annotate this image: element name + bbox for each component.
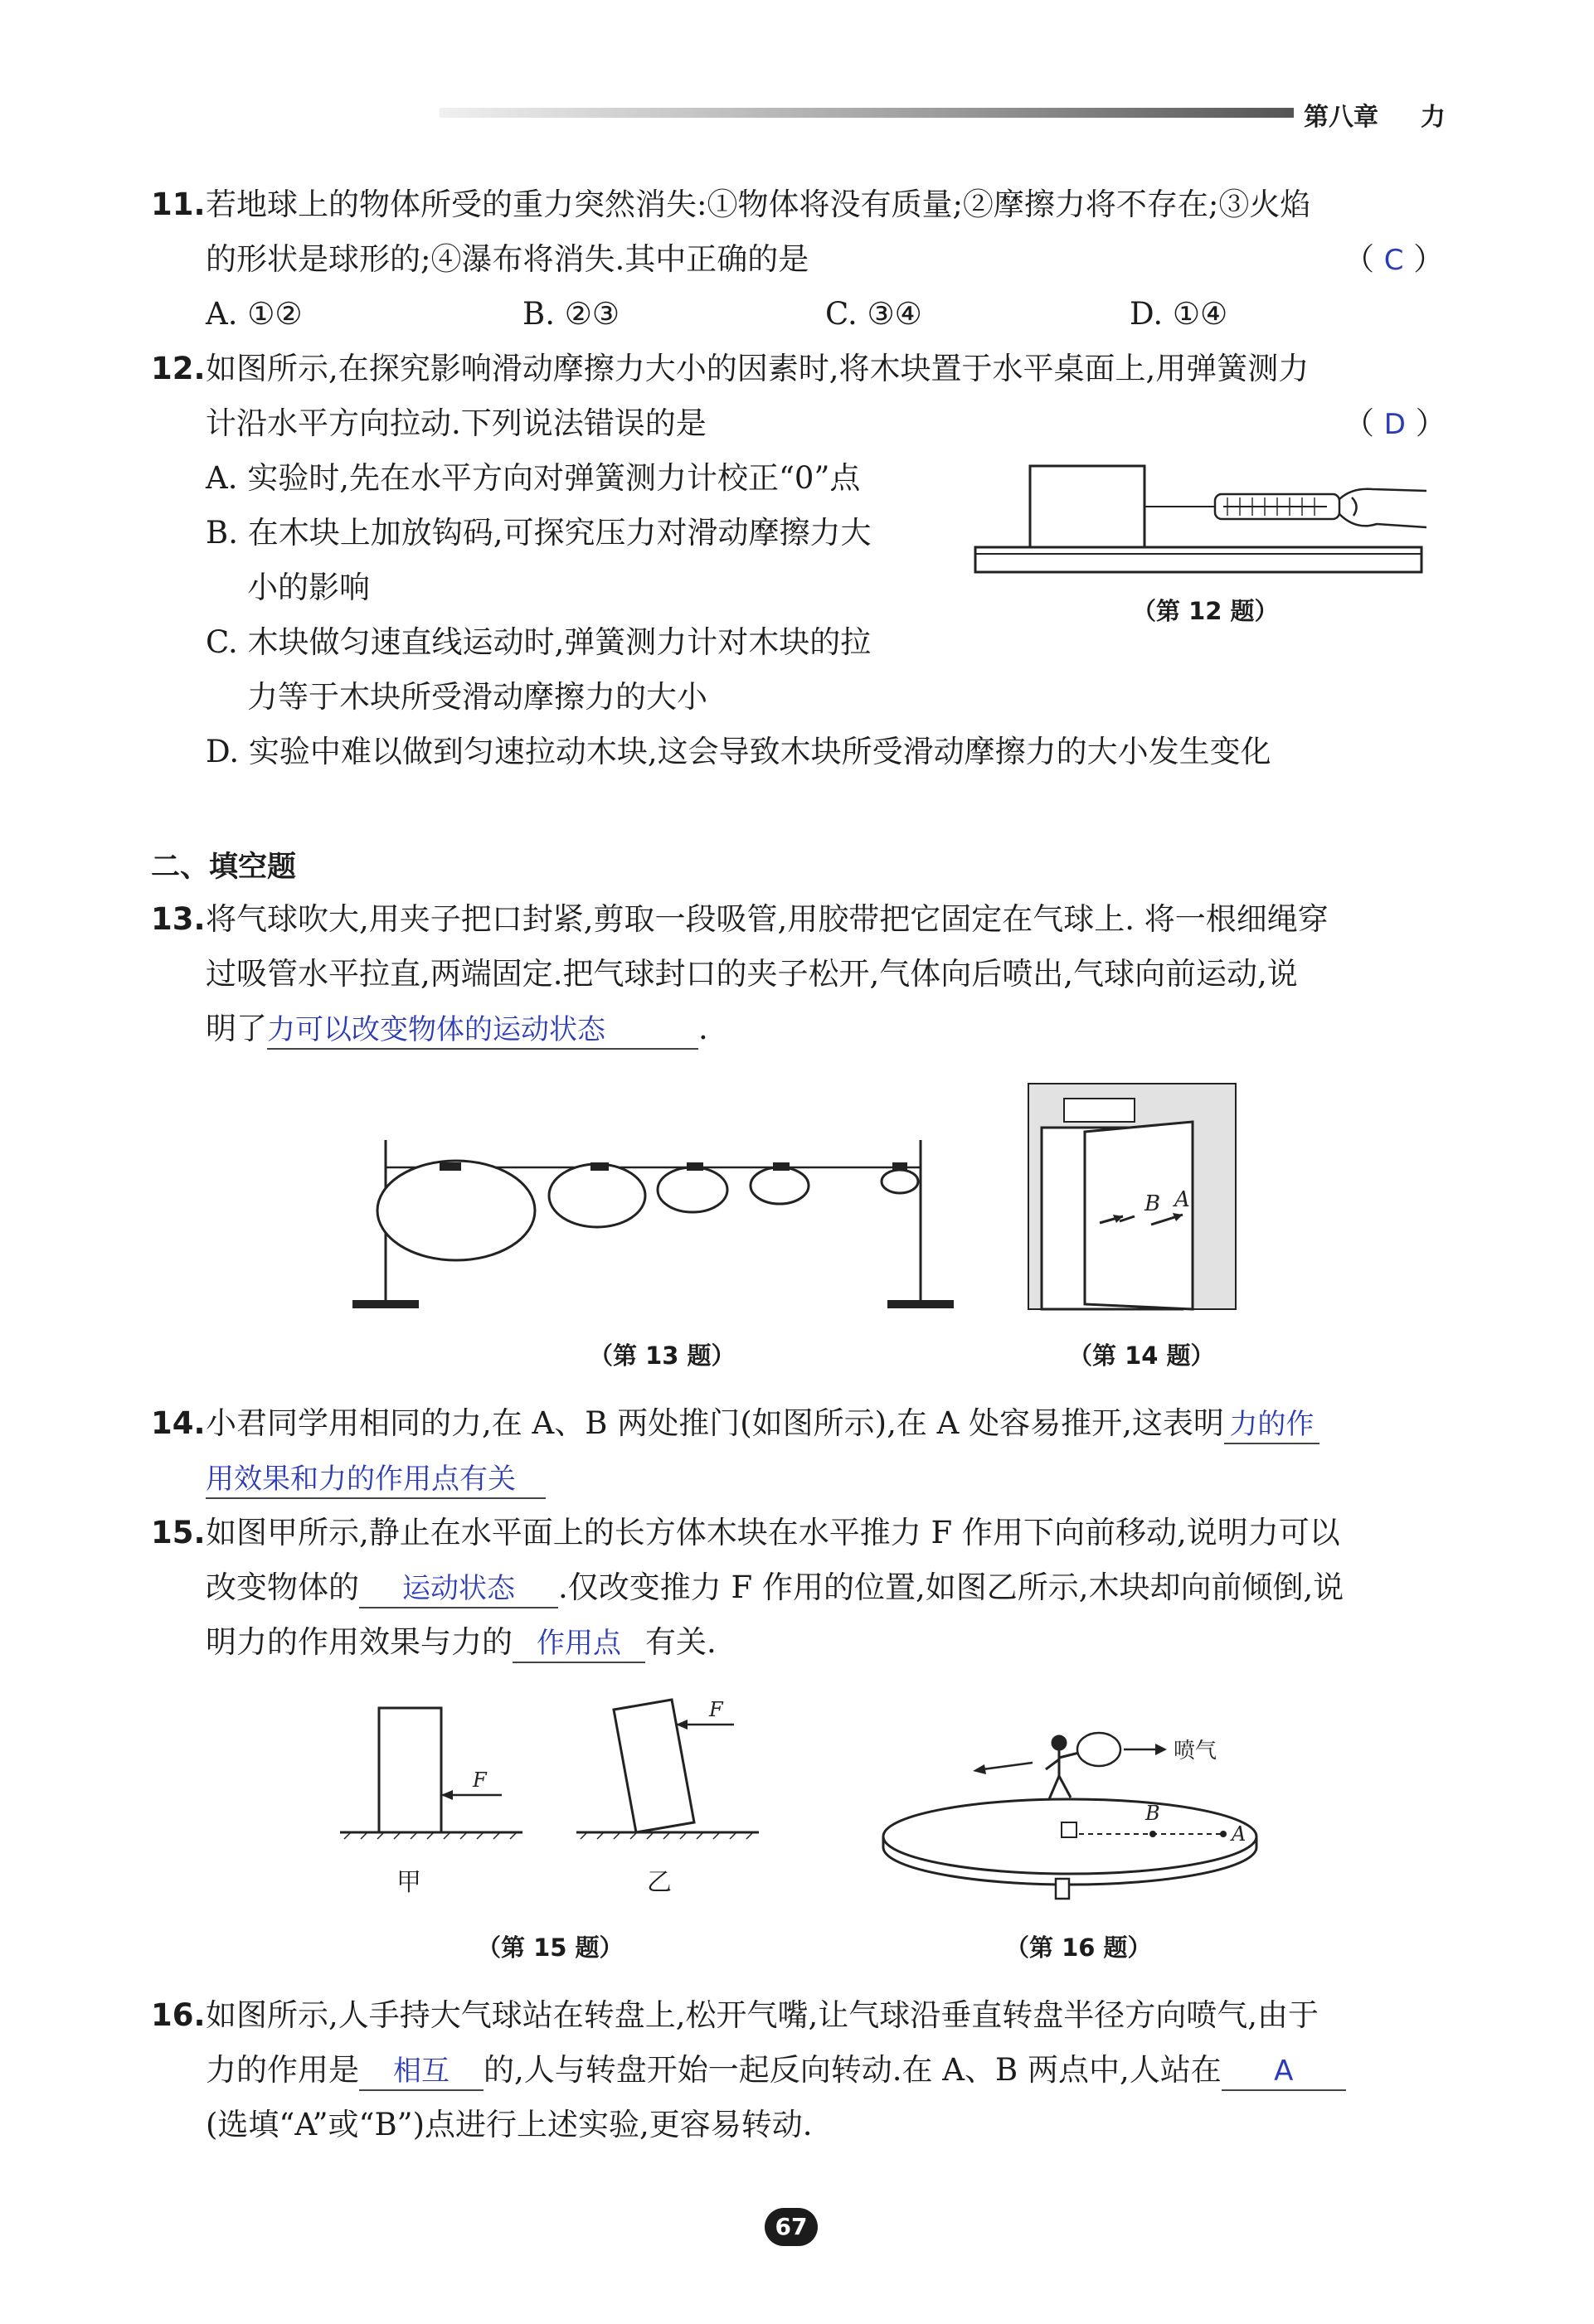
q15-line3-suffix: 有关. (645, 1624, 717, 1660)
q16-caption: （第 16 题） (1005, 1933, 1152, 1962)
q12-number: 12. (151, 351, 206, 386)
q16-line2-prefix: 力的作用是 (206, 2052, 359, 2088)
q11-option-a: A. ①② (206, 296, 303, 332)
q12-option-d: D. 实验中难以做到匀速拉动木块,这会导致木块所受滑动摩擦力的大小发生变化 (206, 734, 1271, 769)
q13-caption: （第 13 题） (589, 1342, 736, 1370)
chapter-title: 力 (1420, 103, 1446, 132)
q14-line1-text: 小君同学用相同的力,在 A、B 两处推门(如图所示),在 A 处容易推开,这表明 (206, 1405, 1224, 1441)
q11-line1: 若地球上的物体所受的重力突然消失:①物体将没有质量;②摩擦力将不存在;③火焰 (206, 187, 1311, 222)
q15-figure (336, 1691, 833, 1907)
q11-line2: 的形状是球形的;④瀑布将消失.其中正确的是 (206, 241, 809, 277)
q13-answer: 力可以改变物体的运动状态 (267, 1012, 698, 1050)
q15-label-f-yi: F (709, 1698, 723, 1721)
q12-hand (1339, 489, 1426, 527)
q12-answer-paren: （ D ） (1344, 405, 1446, 441)
q11-answer-paren: （ C ） (1344, 241, 1445, 277)
q13-balloon-1 (377, 1161, 535, 1260)
q15-line1: 如图甲所示,静止在水平面上的长方体木块在水平推力 F 作用下向前移动,说明力可以 (206, 1515, 1340, 1550)
q16-label-pen: 喷气 (1174, 1739, 1217, 1764)
q16-line2 (206, 2050, 1346, 2091)
q13-line3-suffix: . (698, 1011, 708, 1046)
q13-line3-prefix: 明了 (206, 1011, 267, 1046)
page-number: 67 (765, 2208, 818, 2246)
header-bar (440, 108, 1294, 118)
q16-figure (875, 1716, 1290, 1907)
q13-line1: 将气球吹大,用夹子把口封紧,剪取一段吸管,用胶带把它固定在气球上. 将一根细绳穿 (206, 901, 1329, 937)
q15-label-yi: 乙 (647, 1868, 672, 1897)
q13-balloon-4 (751, 1167, 809, 1204)
q11-option-d: D. ①④ (1130, 296, 1228, 332)
q12-option-c-line2: 力等于木块所受滑动摩擦力的大小 (247, 679, 707, 715)
section-2-title: 二、填空题 (151, 851, 297, 884)
chapter-label: 第八章 (1304, 103, 1378, 132)
q12-option-a: A. 实验时,先在水平方向对弹簧测力计校正“0”点 (206, 460, 861, 496)
q15-answer-1: 运动状态 (359, 1570, 558, 1608)
q12-option-c-line1: C. 木块做匀速直线运动时,弹簧测力计对木块的拉 (206, 624, 872, 660)
q14-line1 (206, 1403, 1319, 1444)
q14-answer-part1: 力的作 (1224, 1406, 1319, 1444)
q15-line3-prefix: 明力的作用效果与力的 (206, 1624, 513, 1660)
q11-option-b: B. ②③ (522, 296, 620, 332)
q13-balloon-5 (882, 1170, 918, 1193)
q14-figure (1027, 1082, 1242, 1314)
q13-line2: 过吸管水平拉直,两端固定.把气球封口的夹子松开,气体向后喷出,气球向前运动,说 (206, 956, 1298, 992)
q11-number: 11. (151, 187, 206, 222)
q14-label-b: B (1144, 1191, 1161, 1216)
q12-line1: 如图所示,在探究影响滑动摩擦力大小的因素时,将木块置于水平桌面上,用弹簧测力 (206, 351, 1310, 386)
q15-label-jia: 甲 (396, 1868, 421, 1897)
q12-wood-block (1030, 466, 1144, 547)
q12-option-b-line2: 小的影响 (247, 570, 370, 605)
q16-answer-1: 相互 (359, 2053, 484, 2091)
q15-line2-suffix: .仅改变推力 F 作用的位置,如图乙所示,木块却向前倾倒,说 (558, 1570, 1344, 1605)
q15-number: 15. (151, 1515, 206, 1550)
q16-label-a: A (1232, 1822, 1247, 1846)
q14-answer-part2: 用效果和力的作用点有关 (206, 1461, 546, 1499)
q15-line3 (206, 1622, 717, 1663)
q15-label-f-jia: F (473, 1768, 487, 1792)
q15-caption: （第 15 题） (477, 1933, 624, 1962)
q13-figure (348, 1136, 962, 1318)
q11-option-c: C. ③④ (825, 296, 922, 332)
q15-block-yi (614, 1700, 694, 1832)
q16-line3: (选填“A”或“B”)点进行上述实验,更容易转动. (206, 2107, 813, 2142)
q13-line3 (206, 1008, 708, 1050)
q14-caption: （第 14 题） (1068, 1342, 1215, 1370)
q16-label-b: B (1145, 1802, 1160, 1825)
q15-block-jia (379, 1708, 441, 1832)
q16-line1: 如图所示,人手持大气球站在转盘上,松开气嘴,让气球沿垂直转盘半径方向喷气,由于 (206, 1997, 1319, 2033)
q13-balloon-3 (658, 1167, 727, 1212)
q16-person (1046, 1736, 1079, 1799)
q16-balloon (1077, 1733, 1120, 1766)
q11-answer: C (1383, 244, 1404, 277)
q16-answer-2: A (1222, 2053, 1346, 2091)
q15-answer-2: 作用点 (513, 1625, 645, 1663)
q13-number: 13. (151, 901, 206, 937)
q14-line2 (206, 1458, 546, 1499)
q16-line2-middle: 的,人与转盘开始一起反向转动.在 A、B 两点中,人站在 (484, 2052, 1222, 2088)
q16-number: 16. (151, 1997, 206, 2033)
q15-line2-prefix: 改变物体的 (206, 1570, 359, 1605)
header-chapter (1304, 96, 1446, 133)
q12-line2: 计沿水平方向拉动.下列说法错误的是 (206, 405, 707, 441)
q15-line2 (206, 1567, 1344, 1608)
q12-figure (962, 448, 1443, 580)
q12-option-b-line1: B. 在木块上加放钩码,可探究压力对滑动摩擦力大 (206, 515, 872, 551)
q14-label-a: A (1174, 1187, 1190, 1212)
q14-number: 14. (151, 1405, 206, 1441)
q13-balloon-2 (549, 1164, 645, 1227)
q12-caption: （第 12 题） (1132, 597, 1279, 625)
q12-table (975, 547, 1421, 572)
q12-answer: D (1383, 408, 1406, 441)
